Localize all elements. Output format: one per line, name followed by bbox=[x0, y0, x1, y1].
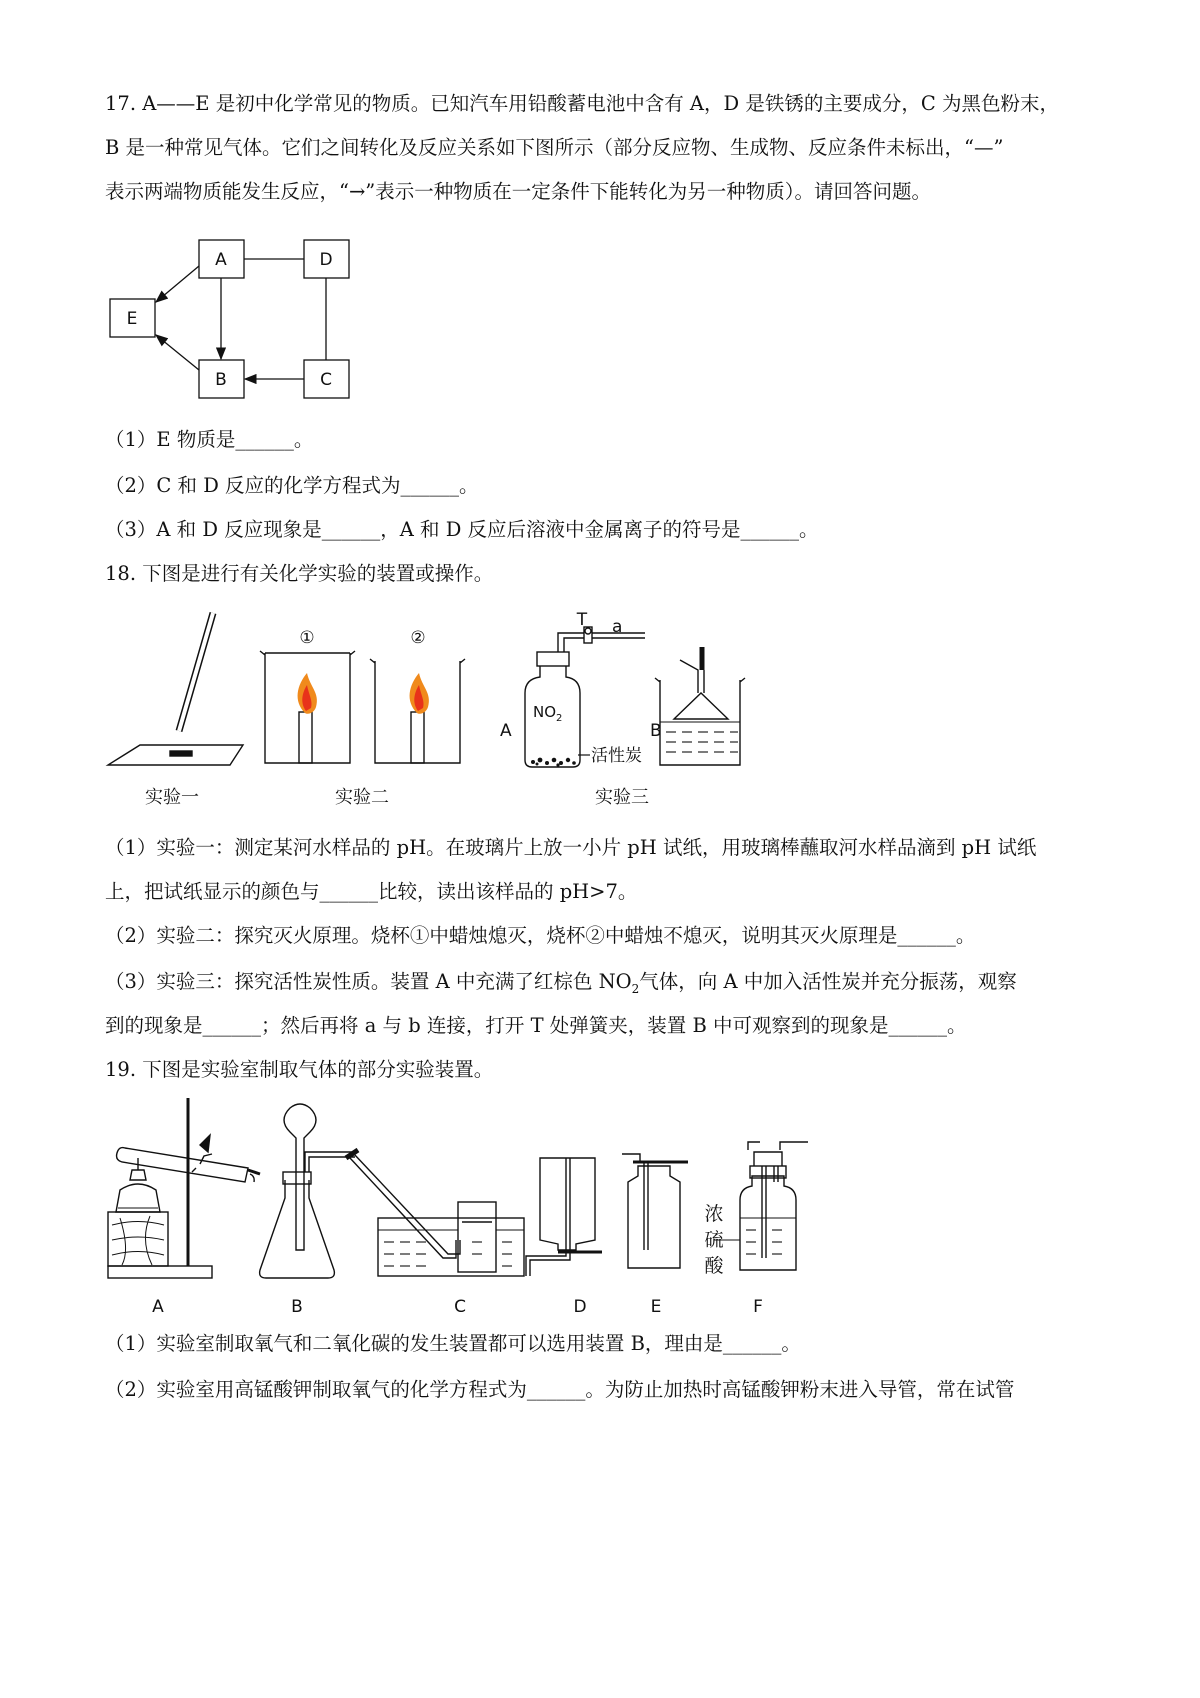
q17-sub2: （2）C 和 D 反应的化学方程式为______。 bbox=[105, 474, 479, 497]
q17-text-line2: B 是一种常见气体。它们之间转化及反应关系如下图所示（部分反应物、生成物、反应条件未标出，“—” bbox=[105, 136, 1004, 159]
arrow-a-e bbox=[156, 266, 199, 302]
label-apparatus-d: D bbox=[573, 1297, 587, 1317]
label-d: D bbox=[319, 250, 333, 270]
q17-sub1: （1）E 物质是______。 bbox=[105, 428, 314, 451]
q18-sub3-line1: （3）实验三：探究活性炭性质。装置 A 中充满了红棕色 $NO_2$气体，向 A 中加入活性炭并充分振荡，观察 bbox=[105, 970, 1017, 996]
stopper-a-icon bbox=[537, 652, 569, 666]
label-e: E bbox=[126, 309, 138, 329]
label-apparatus-e: E bbox=[650, 1297, 662, 1317]
q17-text-line1: 17. A——E 是初中化学常见的物质。已知汽车用铅酸蓄电池中含有 A，D 是铁锈的主要成分，C 为黑色粉末， bbox=[105, 92, 1059, 115]
label-b: B bbox=[215, 370, 227, 390]
label-t: T bbox=[576, 610, 588, 630]
ph-paper-icon bbox=[170, 751, 192, 756]
exp3-caption: 实验三 bbox=[595, 787, 649, 808]
glass-rod-icon bbox=[179, 613, 213, 731]
flame-1-icon bbox=[298, 673, 317, 714]
arrow-b-e bbox=[156, 335, 199, 370]
water-b-icon bbox=[660, 722, 740, 752]
q19-sub2: （2）实验室用高锰酸钾制取氧气的化学方程式为______。为防止加热时高锰酸钾粉末进入导管，常在试管 bbox=[105, 1378, 1015, 1401]
exp1-caption: 实验一 bbox=[145, 787, 199, 808]
label-c: C bbox=[320, 370, 332, 390]
gas-bottle-c-icon bbox=[458, 1202, 496, 1272]
q17-relation-diagram bbox=[100, 230, 360, 405]
q18-sub3-line2: 到的现象是______；然后再将 a 与 b 连接，打开 T 处弹簧夹，装置 B 中可观察到的现象是______。 bbox=[105, 1014, 967, 1037]
label-apparatus-f: F bbox=[753, 1297, 763, 1317]
q17-text-line3: 表示两端物质能发生反应，“→”表示一种物质在一定条件下能转化为另一种物质）。请回答问题。 bbox=[105, 180, 932, 203]
no2-label: $NO_2$ bbox=[533, 703, 563, 724]
beaker-1-label: ① bbox=[299, 628, 315, 648]
candle-2-icon bbox=[411, 712, 424, 763]
water-lines-icon bbox=[118, 1208, 796, 1266]
stand-base-icon bbox=[108, 1266, 212, 1278]
flask-b-icon bbox=[260, 1180, 335, 1278]
bottle-d-icon bbox=[540, 1158, 595, 1250]
beaker-2-label: ② bbox=[410, 628, 426, 648]
q19-sub1: （1）实验室制取氧气和二氧化碳的发生装置都可以选用装置 B，理由是______。 bbox=[105, 1332, 801, 1355]
label-apparatus-b: B bbox=[291, 1297, 303, 1317]
q19-apparatus-figure bbox=[100, 1090, 820, 1320]
label-a-port: a bbox=[612, 617, 623, 637]
q17-sub3: （3）A 和 D 反应现象是______，A 和 D 反应后溶液中金属离子的符号是______。 bbox=[105, 518, 819, 541]
carbon-label: 活性炭 bbox=[591, 746, 642, 766]
q18-sub1-line2: 上，把试纸显示的颜色与______比较，读出该样品的 pH>7。 bbox=[105, 880, 638, 903]
flame-2-icon bbox=[410, 673, 429, 714]
label-device-b: B bbox=[650, 721, 662, 741]
carbon-particles-icon bbox=[531, 758, 576, 767]
trough-c-icon bbox=[378, 1218, 524, 1276]
stopper-b-icon bbox=[283, 1172, 311, 1184]
bottle-f-icon bbox=[740, 1176, 796, 1270]
acid-label-3: 酸 bbox=[704, 1255, 724, 1277]
candle-1-icon bbox=[299, 712, 312, 763]
q18-sub1-line1: （1）实验一：测定某河水样品的 pH。在玻璃片上放一小片 pH 试纸，用玻璃棒蘸取河水样品滴到 pH 试纸 bbox=[105, 836, 1037, 859]
acid-label-1: 浓 bbox=[704, 1203, 724, 1225]
funnel-icon bbox=[674, 693, 728, 719]
q19-text-line1: 19. 下图是实验室制取气体的部分实验装置。 bbox=[105, 1058, 494, 1081]
exp2-caption: 实验二 bbox=[335, 787, 389, 808]
q18-text-line1: 18. 下图是进行有关化学实验的装置或操作。 bbox=[105, 562, 494, 585]
label-apparatus-c: C bbox=[454, 1297, 466, 1317]
q18-sub2: （2）实验二：探究灭火原理。烧杯①中蜡烛熄灭，烧杯②中蜡烛不熄灭，说明其灭火原理是______。 bbox=[105, 924, 976, 947]
q18-experiment-figure bbox=[100, 605, 760, 815]
bottle-e-icon bbox=[628, 1166, 680, 1268]
label-apparatus-a: A bbox=[152, 1297, 164, 1317]
acid-label-2: 硫 bbox=[704, 1229, 724, 1251]
label-a: A bbox=[215, 250, 227, 270]
label-device-a: A bbox=[500, 721, 512, 741]
tube-a-icon bbox=[558, 633, 645, 652]
